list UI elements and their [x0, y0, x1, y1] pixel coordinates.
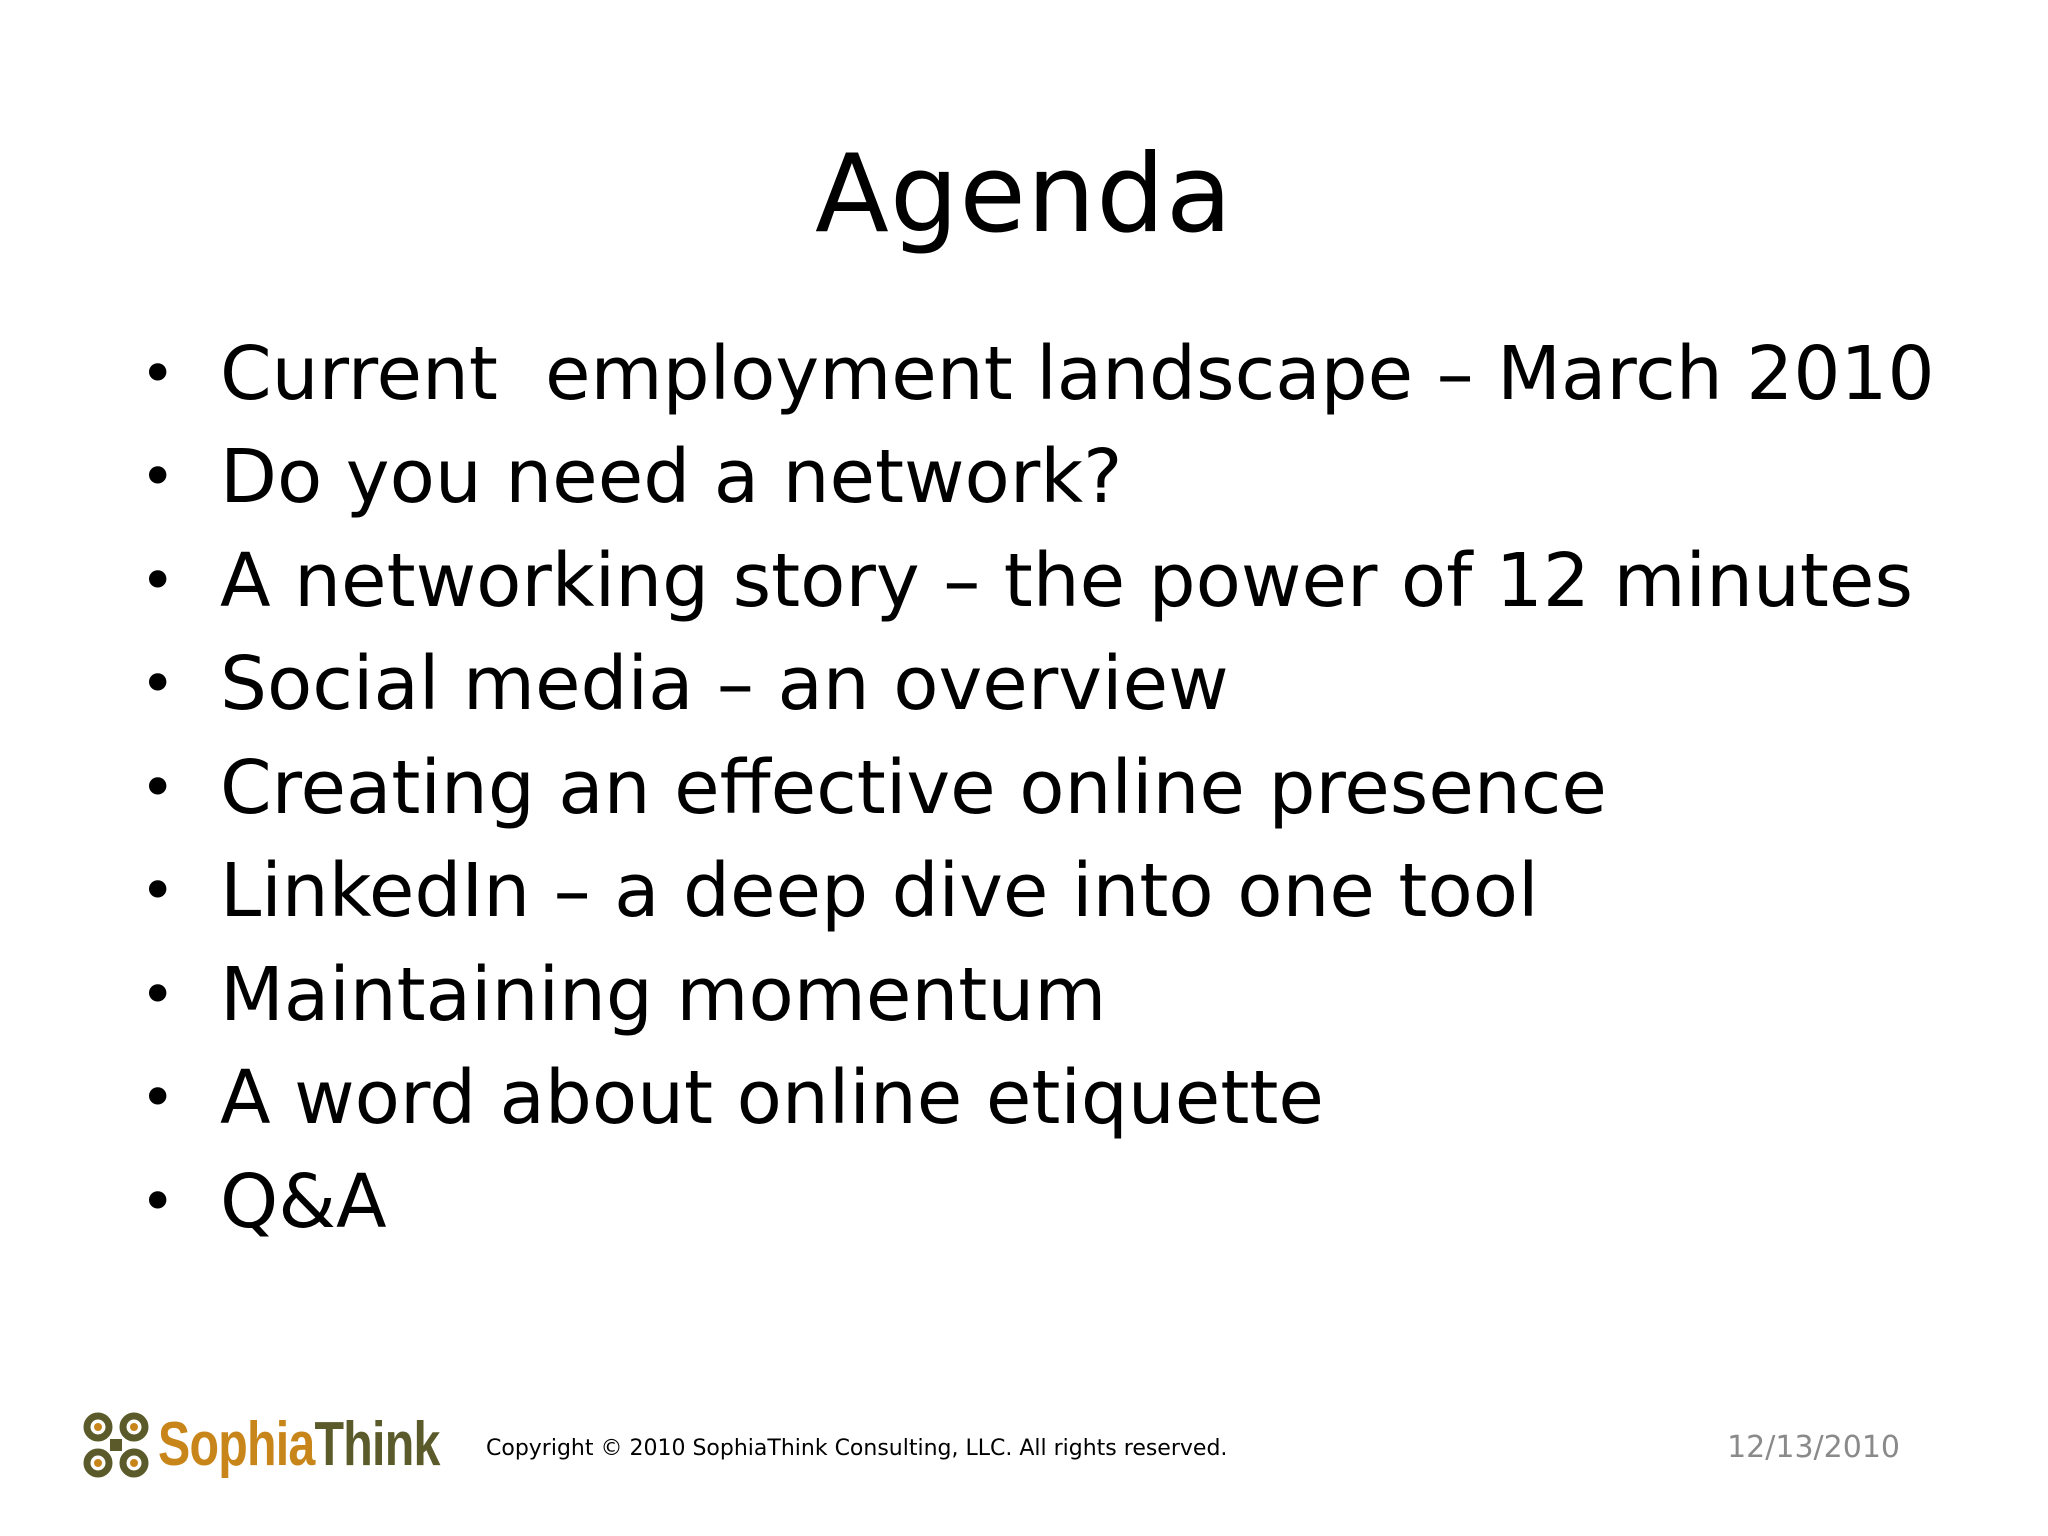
- bullet-icon: •: [140, 442, 176, 513]
- copyright-notice: Copyright © 2010 SophiaThink Consulting, LLC. All rights reserved.: [486, 1436, 1228, 1461]
- agenda-item-text: LinkedIn – a deep dive into one tool: [220, 848, 1539, 935]
- list-item: [140, 943, 1940, 1047]
- agenda-item-text: A networking story – the power of 12 minutes: [220, 537, 1914, 624]
- bullet-icon: •: [140, 649, 176, 720]
- logo-text-sophia: Sophia: [158, 1410, 315, 1479]
- bullet-icon: •: [140, 338, 176, 409]
- bullet-icon: •: [140, 545, 176, 616]
- agenda-item-text: Social media – an overview: [220, 641, 1229, 728]
- bullet-icon: •: [140, 1063, 176, 1134]
- bullet-icon: •: [140, 856, 176, 927]
- agenda-item-text: A word about online etiquette: [220, 1055, 1324, 1142]
- agenda-item-text: Current employment landscape – March 2010: [220, 330, 1935, 417]
- company-logo: [80, 1408, 519, 1482]
- agenda-item-text: Maintaining momentum: [220, 951, 1107, 1038]
- slide-date: 12/13/2010: [1727, 1430, 1900, 1465]
- bullet-icon: •: [140, 1166, 176, 1237]
- sophiathink-logo-icon: [80, 1409, 152, 1481]
- logo-wordmark: [158, 1408, 440, 1482]
- list-item: [140, 1150, 1940, 1254]
- agenda-item-text: Q&A: [220, 1158, 387, 1245]
- list-item: [140, 633, 1940, 737]
- agenda-item-text: Do you need a network?: [220, 434, 1123, 521]
- list-item: [140, 426, 1940, 530]
- logo-text-think: Think: [314, 1410, 440, 1479]
- agenda-item-text: Creating an effective online presence: [220, 744, 1607, 831]
- agenda-list: [140, 322, 1940, 1254]
- list-item: [140, 1047, 1940, 1151]
- slide-title: Agenda: [814, 132, 1234, 257]
- list-item: [140, 529, 1940, 633]
- list-item: [140, 322, 1940, 426]
- list-item: [140, 840, 1940, 944]
- bullet-icon: •: [140, 959, 176, 1030]
- bullet-icon: •: [140, 752, 176, 823]
- list-item: [140, 736, 1940, 840]
